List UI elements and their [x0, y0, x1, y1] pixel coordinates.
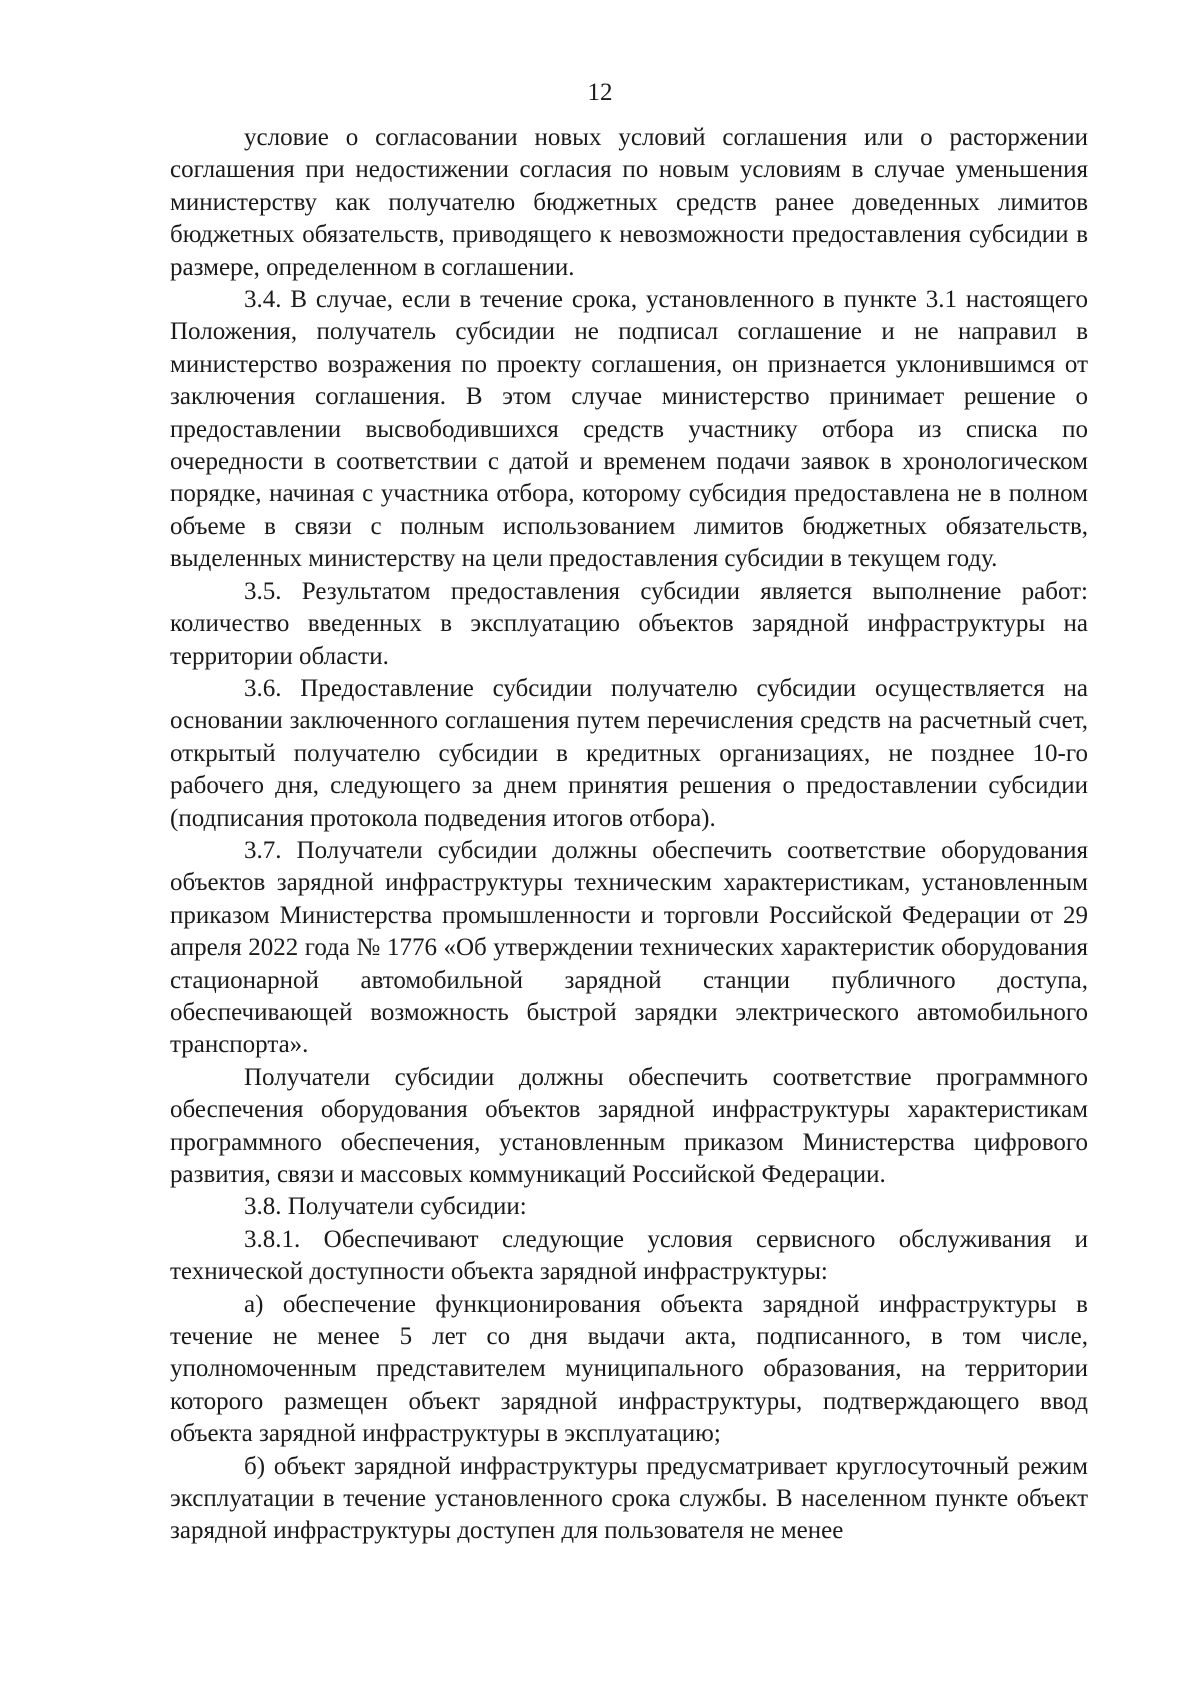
paragraph-item-a: а) обеспечение функционирования объекта зарядной инфраструктуры в течение не менее 5 лет со дня выдачи акта, подписанного, в том числе, уполномоченным представителем муниципального образования, на территории которого размещен объект зарядной инфраструктуры, подтверждающего ввод объекта зарядной инфраструктуры в эксплуатацию;	[170, 1290, 1088, 1448]
paragraph-3-4: 3.4. В случае, если в течение срока, установленного в пункте 3.1 настоящего Положения, получатель субсидии не подписал соглашение и не направил в министерство возражения по проекту соглашения, он признается уклонившимся от заключения соглашения. В этом случае министерство принимает решение о предоставлении высвободившихся средств участнику отбора из списка по очередности в соответствии с датой и временем подачи заявок в хронологическом порядке, начиная с участника отбора, которому субсидия предоставлена не в полном объеме в связи с полным использованием лимитов бюджетных обязательств, выделенных министерству на цели предоставления субсидии в текущем году.	[170, 286, 1088, 573]
paragraph-item-b: б) объект зарядной инфраструктуры предусматривает круглосуточный режим эксплуатации в течение установленного срока службы. В населенном пункте объект зарядной инфраструктуры доступен для пользователя не менее	[170, 1452, 1088, 1545]
paragraph-3-8: 3.8. Получатели субсидии:	[244, 1193, 527, 1221]
paragraph-3-6: 3.6. Предоставление субсидии получателю субсидии осуществляется на основании заключенного соглашения путем перечисления средств на расчетный счет, открытый получателю субсидии в кредитных организациях, не позднее 10-го рабочего дня, следующего за днем принятия решения о предоставлении субсидии (подписания протокола подведения итогов отбора).	[170, 674, 1088, 832]
paragraph-continuation: условие о согласовании новых условий соглашения или о расторжении соглашения при недостижении согласия по новым условиям в случае уменьшения министерству как получателю бюджетных средств ранее доведенных лимитов бюджетных обязательств, приводящего к невозможности предоставления субсидии в размере, определенном в соглашении.	[170, 124, 1088, 281]
document-body	[170, 122, 1088, 1548]
paragraph-3-7-software: Получатели субсидии должны обеспечить соответствие программного обеспечения оборудования объектов зарядной инфраструктуры характеристикам программного обеспечения, установленным приказом Министерства цифрового развития, связи и массовых коммуникаций Российской Федерации.	[170, 1063, 1088, 1188]
paragraph-3-7: 3.7. Получатели субсидии должны обеспечить соответствие оборудования объектов зарядной инфраструктуры техническим характеристикам, установленным приказом Министерства промышленности и торговли Российской Федерации от 29 апреля 2022 года № 1776 «Об утверждении технических характеристик оборудования стационарной автомобильной зарядной станции публичного доступа, обеспечивающей возможность быстрой зарядки электрического автомобильного транспорта».	[170, 836, 1088, 1059]
paragraph-3-8-1: 3.8.1. Обеспечивают следующие условия сервисного обслуживания и технической доступности объекта зарядной инфраструктуры:	[170, 1225, 1088, 1286]
page-number: 12	[587, 79, 613, 106]
paragraph-3-5: 3.5. Результатом предоставления субсидии является выполнение работ: количество введенных в эксплуатацию объектов зарядной инфраструктуры на территории области.	[170, 577, 1088, 670]
